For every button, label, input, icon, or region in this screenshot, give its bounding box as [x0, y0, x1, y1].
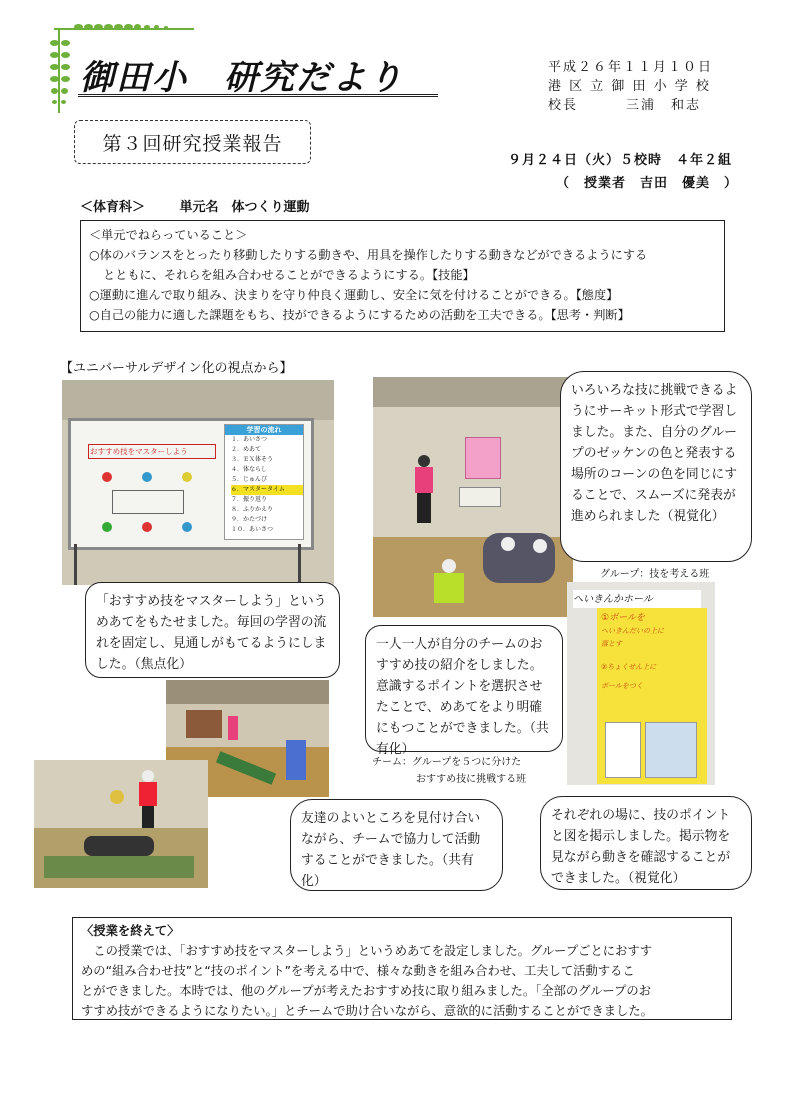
poster-line-3: 落とす [601, 640, 622, 648]
lesson-datetime: ９月２４日（火）５校時 ４年２組 [508, 153, 733, 168]
learning-flow-chart: 学習の流れ １．あいさつ ２．めあて ３．ＥＸ体そう ４．体ならし ５．じゅんび ６．マスタータイム ７．振り返り ８．ふりかえり ９．かたづけ １０．あいさつ [224, 424, 304, 540]
closing-reflection-box [72, 917, 732, 1020]
closing-heading: 〈授業を終えて〉 [81, 924, 180, 938]
school-name: 港 区 立 御 田 小 学 校 [548, 79, 711, 94]
poster-line-2: へいきんだいの上に [601, 627, 664, 635]
bubble-focus: 「おすすめ技をマスターしよう」というめあてをもたせました。毎回の学習の流れを固定し、見通しがもてるようにしました。（焦点化） [85, 582, 340, 678]
balance-activity-photo [34, 760, 208, 888]
principal: 校長 三浦 和志 [548, 98, 702, 113]
issue-date: 平成２６年１１月１０日 [548, 60, 714, 75]
unit-aims-box [80, 220, 725, 332]
poster-line-5: ボールをつく [601, 682, 643, 690]
closing-line-2: めの“組み合わせ技”と“技のポイント”を考える中で、様々な動きを組み合わせ、工夫して活動するこ [81, 964, 635, 978]
aim-1a: ○体のバランスをとったり移動したりする動きや、用具を操作したりする動きなどができるようにする [89, 248, 648, 262]
title-underline [78, 94, 438, 97]
gym-circuit-photo [373, 377, 573, 617]
poster-header: へいきんかホール [573, 590, 701, 608]
bubble-circuit: いろいろな技に挑戦できるようにサーキット形式で学習しました。また、自分のグループのゼッケンの色と発表する場所のコーンの色を同じにすることで、スムーズに発表が進められました（視覚化） [560, 371, 752, 562]
poster-line-1: ①ボールを [601, 613, 645, 623]
whiteboard-title: おすすめ技をマスターしよう [88, 444, 216, 459]
report-title: 第３回研究授業報告 [74, 120, 311, 164]
subject-name: ＜体育科＞ [80, 200, 146, 215]
bubble-cooperation: 友達のよいところを見付け合いながら、チームで協力して活動することができました。（共有化） [290, 799, 503, 891]
closing-line-3: とができました。本時では、他のグループが考えたおすすめ技に取り組みました。「全部のグループのお [81, 984, 651, 998]
caption-team-1: チーム：グループを５つに分けた [372, 757, 522, 768]
lesson-info [508, 149, 738, 195]
closing-line-4: すすめ技ができるようになりたい。」とチームで助け合いながら、意欲的に活動することができました。 [81, 1004, 653, 1018]
caption-group: グループ：技を考える班 [600, 569, 710, 580]
aim-3: ○自己の能力に適した課題をもち、技ができるようにするための活動を工夫できる。【思考・判断】 [89, 308, 630, 322]
poster-line-4: ②ちょくせん上に [601, 663, 657, 671]
lesson-teacher: （ 授業者 吉田 優美 ） [556, 176, 739, 191]
technique-poster-photo [567, 582, 715, 785]
subject-line [80, 196, 340, 215]
bubble-poster: それぞれの場に、技のポイントと図を掲示しました。掲示物を見ながら動きを確認することができました。（視覚化） [540, 796, 752, 890]
newsletter-title: 御田小 研究だより [80, 58, 404, 98]
ud-section-label: 【ユニバーサルデザイン化の視点から】 [60, 361, 293, 376]
closing-line-1: この授業では、「おすすめ技をマスターしよう」というめあてを設定しました。グループごとにおすす [81, 944, 653, 958]
unit-name: 単元名 体つくり運動 [179, 200, 310, 215]
whiteboard-photo [62, 380, 334, 585]
header-meta [548, 58, 713, 115]
bubble-team-intro: 一人一人が自分のチームのおすすめ技の紹介をしました。意識するポイントを選択させたことで、めあてをより明確にもつことができました。（共有化） [365, 625, 563, 752]
aim-1b: とともに、それらを組み合わせることができるようにする。【技能】 [103, 268, 475, 282]
aims-heading: ＜単元でねらっていること＞ [89, 228, 248, 242]
caption-team-2: おすすめ技に挑戦する班 [416, 774, 527, 785]
aim-2: ○運動に進んで取り組み、決まりを守り仲良く運動し、安全に気を付けることができる。【態度】 [89, 288, 619, 302]
